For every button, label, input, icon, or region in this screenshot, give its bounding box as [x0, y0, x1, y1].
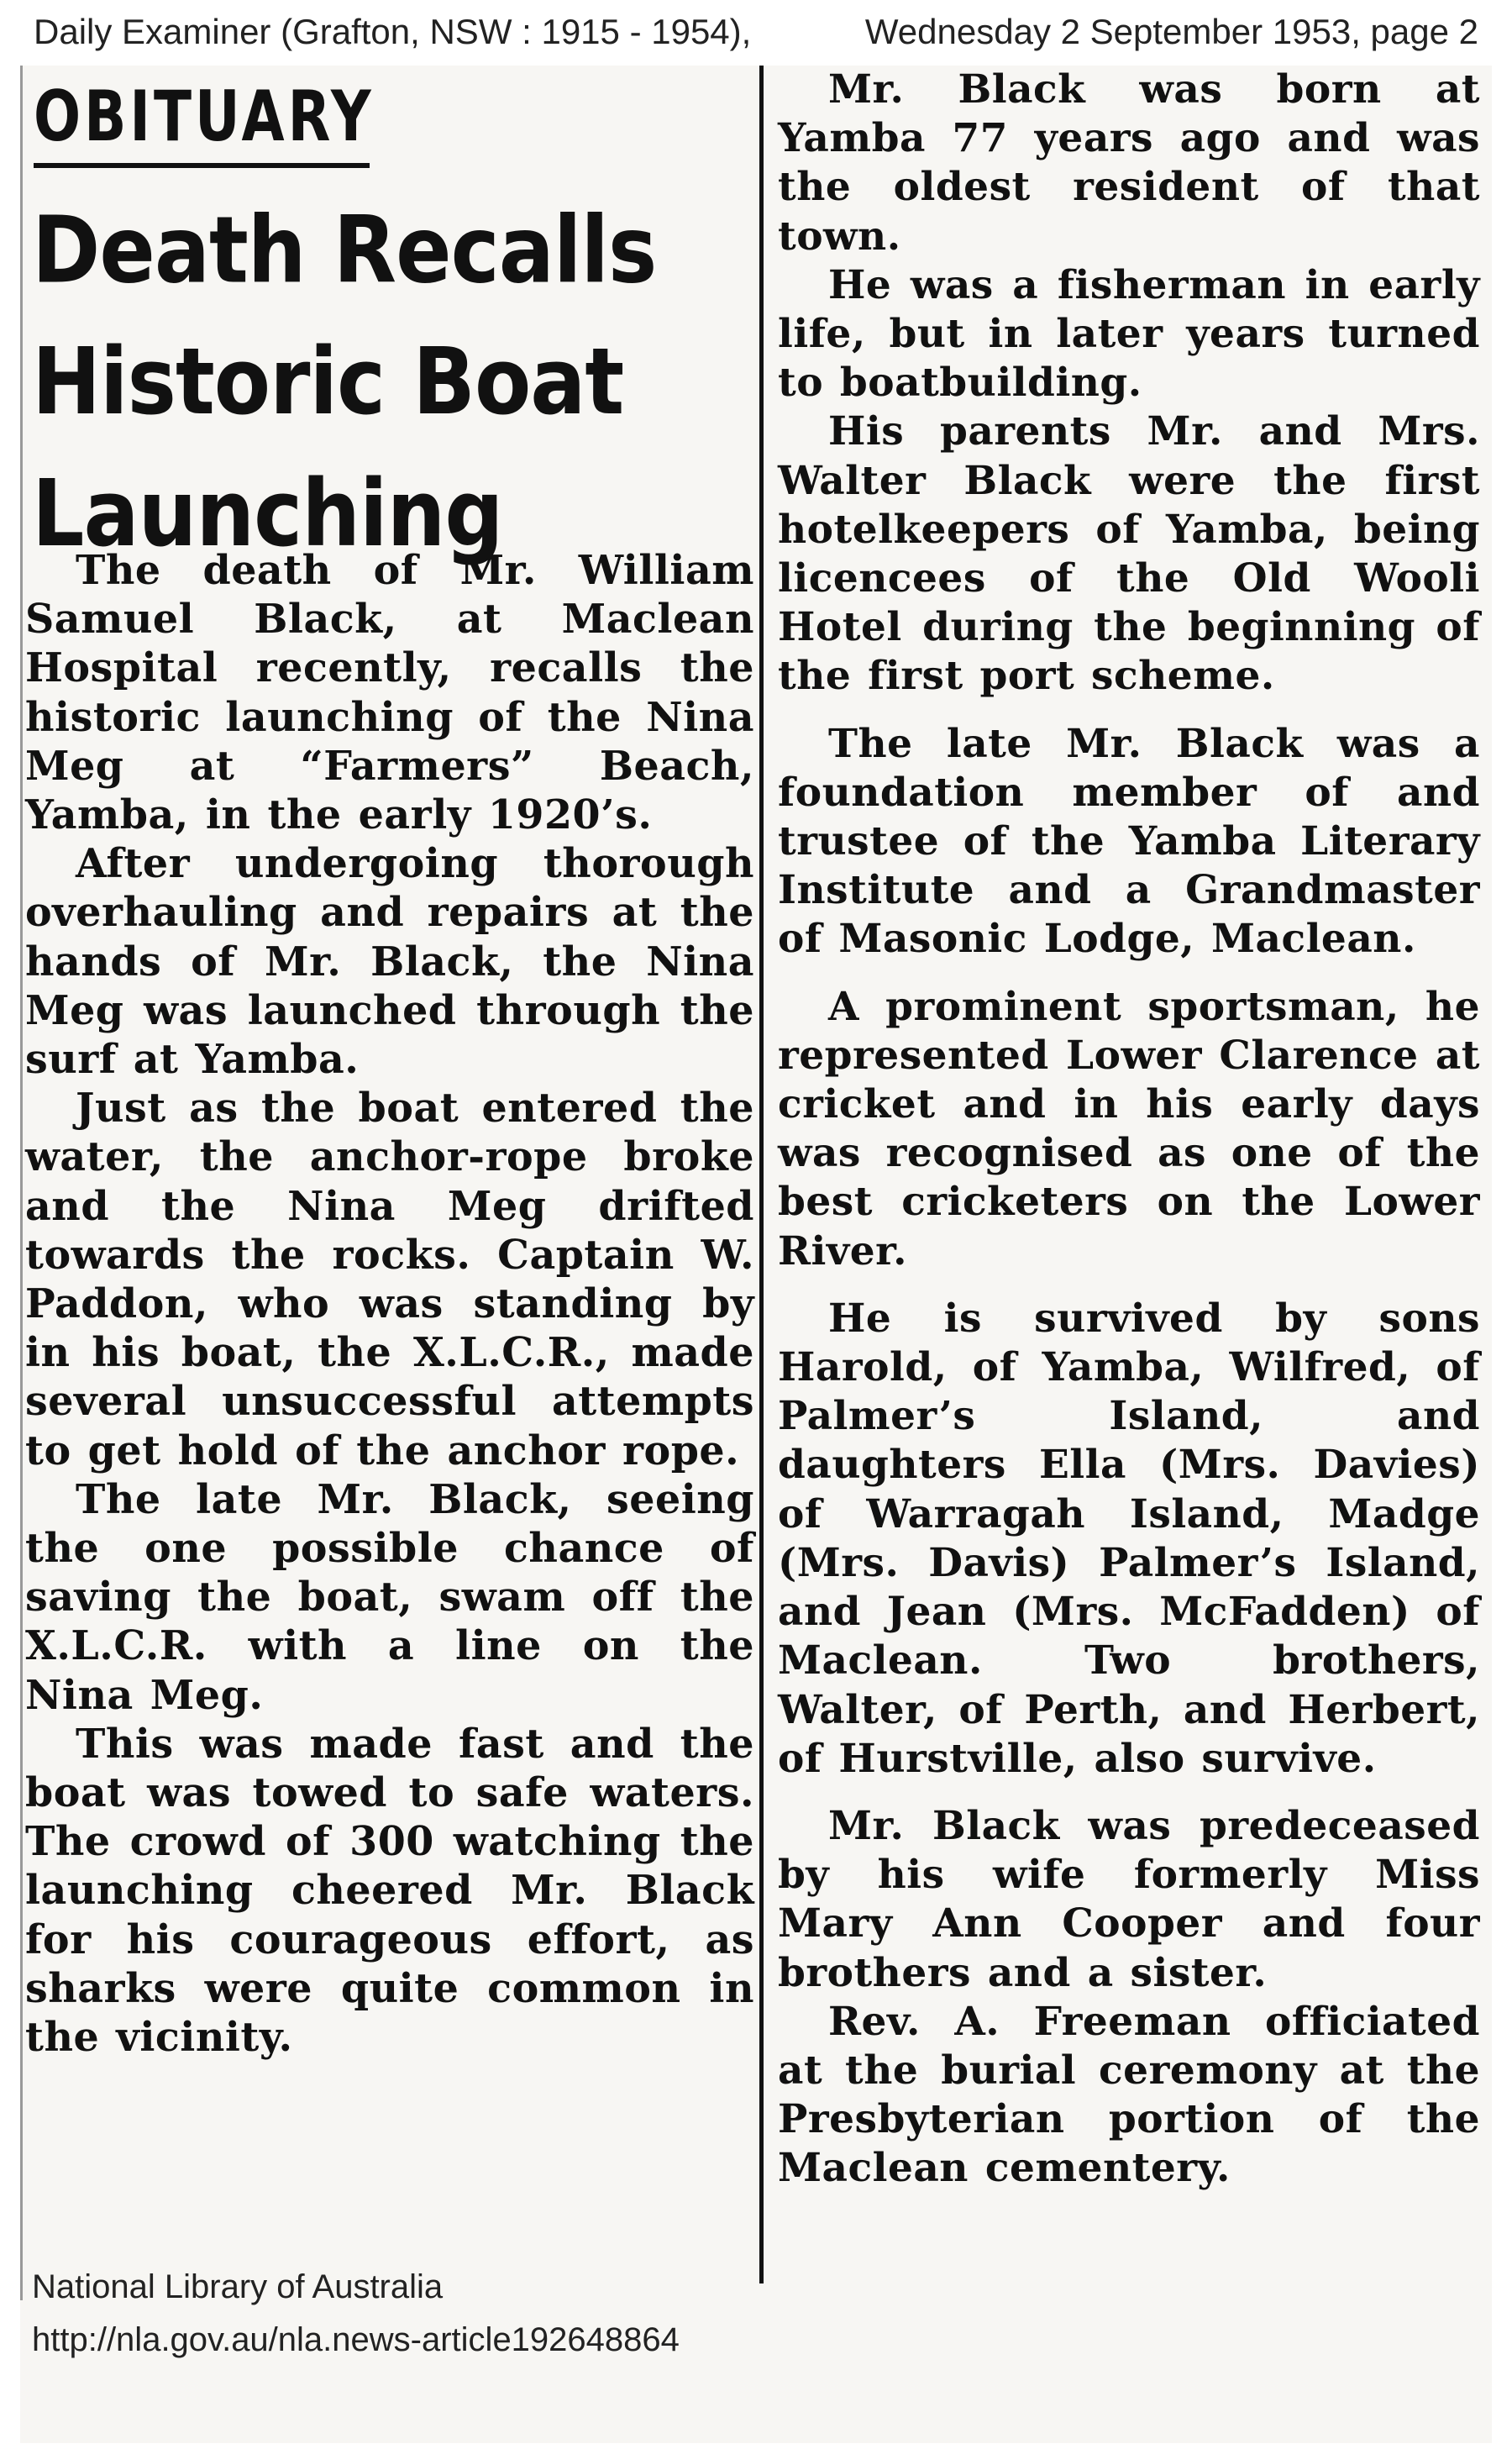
- paragraph: He is survived by sons Harold, of Yamba, Wilfred, of Palmer’s Island, and daughters Ella (Mrs. Davies) of Warragah Island, Madge (Mrs. Davis) Palmer’s Island, and Jean (Mrs. McFadden) of Maclean. Two brothers, Walter, of Perth, and Herbert, of Hurstville, also survive.: [778, 1295, 1480, 1782]
- paragraph: This was made fast and the boat was towed to safe waters. The crowd of 300 watching the launching cheered Mr. Black for his courageous effort, as sharks were quite common in the vicinity.: [25, 1720, 754, 2062]
- left-border: [20, 66, 23, 2300]
- left-column: [25, 66, 754, 2062]
- right-column: [778, 66, 1480, 2194]
- paragraph: After undergoing thorough overhauling and repairs at the hands of Mr. Black, the Nina Meg was launched through the surf at Yamba.: [25, 840, 754, 1084]
- paragraph: Mr. Black was born at Yamba 77 years ago and was the oldest resident of that town.: [778, 66, 1480, 260]
- newspaper-clipping: [20, 66, 1492, 2443]
- paragraph: Just as the boat entered the water, the anchor-rope broke and the Nina Meg drifted towards the rocks. Captain W. Paddon, who was standing by in his boat, the X.L.C.R., made several unsuccessful attempts to get hold of the anchor rope.: [25, 1085, 754, 1474]
- paragraph: His parents Mr. and Mrs. Walter Black were the first hotelkeepers of Yamba, being licencees of the Old Wooli Hotel during the beginning of the first port scheme.: [778, 408, 1480, 700]
- headline: Death Recalls Historic Boat Launching: [32, 197, 657, 568]
- source-line: Daily Examiner (Grafton, NSW : 1915 - 1954),: [34, 12, 752, 51]
- kicker: OBITUARY: [34, 76, 375, 157]
- paragraph: The late Mr. Black, seeing the one possible chance of saving the boat, swam off the X.L.C.R. with a line on the Nina Meg.: [25, 1475, 754, 1719]
- date-line: Wednesday 2 September 1953, page 2: [864, 12, 1478, 51]
- paragraph: A prominent sportsman, he represented Lower Clarence at cricket and in his early days was recognised as one of the best cricketers on the Lower River.: [778, 983, 1480, 1274]
- paragraph: The death of Mr. William Samuel Black, at Maclean Hospital recently, recalls the historic launching of the Nina Meg at “Farmers” Beach, Yamba, in the early 1920’s.: [25, 547, 754, 839]
- column-rule: [759, 66, 764, 2283]
- paragraph: Mr. Black was predeceased by his wife formerly Miss Mary Ann Cooper and four brothers and a sister.: [778, 1802, 1480, 1996]
- kicker-underline: [34, 163, 370, 168]
- library-credit: National Library of Australia: [32, 2268, 444, 2305]
- paragraph: He was a fisherman in early life, but in later years turned to boatbuilding.: [778, 261, 1480, 407]
- article-url: http://nla.gov.au/nla.news-article192648864: [32, 2321, 680, 2358]
- paragraph: The late Mr. Black was a foundation member of and trustee of the Yamba Literary Institute and a Grandmaster of Masonic Lodge, Maclean.: [778, 720, 1480, 963]
- paragraph: Rev. A. Freeman officiated at the burial ceremony at the Presbyterian portion of the Maclean cementery.: [778, 1998, 1480, 2192]
